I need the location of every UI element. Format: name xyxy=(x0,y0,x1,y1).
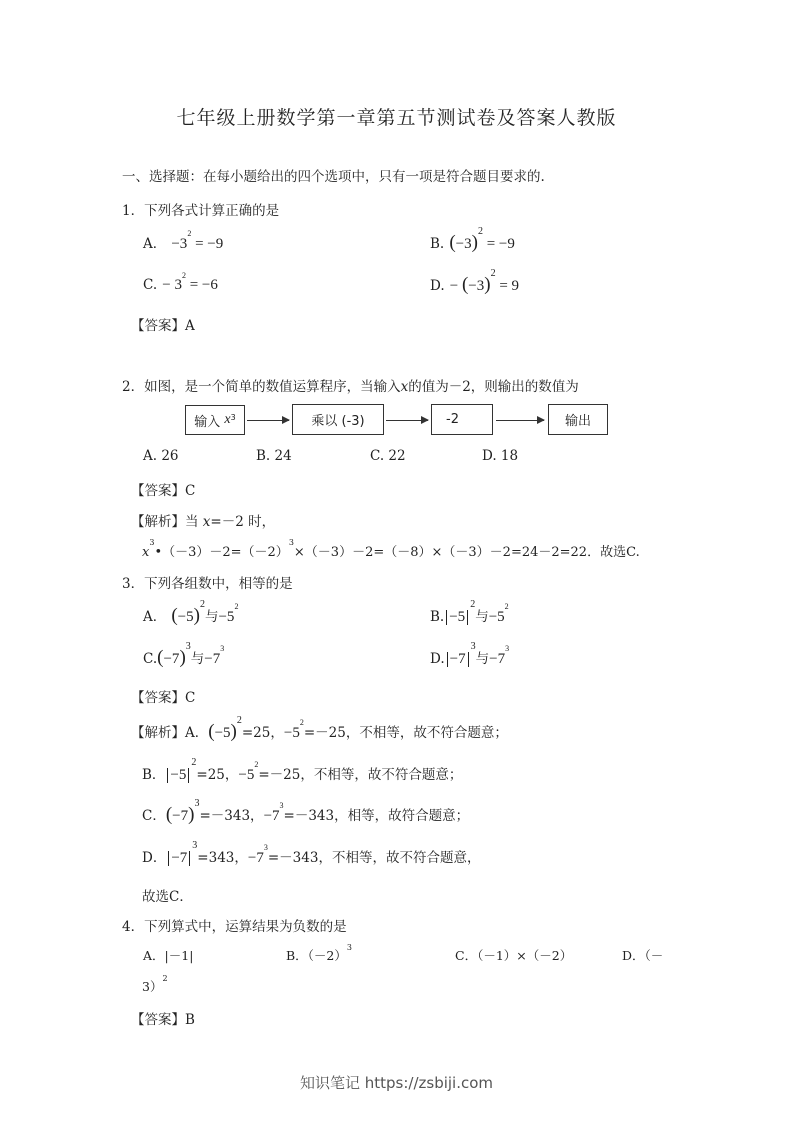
q2-option-d: D. 18 xyxy=(482,448,519,464)
q2-calc-part1: •（－3）－2=（－2） xyxy=(154,545,289,560)
q1-option-b-label: B. xyxy=(430,236,445,252)
q3-analysis-c-tail2: =－343，相等，故符合题意； xyxy=(283,808,470,824)
q2-analysis-variable: x xyxy=(202,514,211,530)
q3-option-b-with: 与 xyxy=(475,609,489,625)
q3-analysis-b: B． $-5^2=25$，$-5^2=-25$，不相等，故不符合题意； xyxy=(142,757,463,783)
q2-stem-part1: 2．如图，是一个简单的数值运算程序，当输入 xyxy=(122,379,401,395)
q3-analysis-c-lead: C． xyxy=(142,808,166,824)
flow-arrow-2 xyxy=(386,420,428,421)
q2-option-c: C. 22 xyxy=(370,448,406,464)
q1-option-c-label: C. xyxy=(143,277,158,293)
q3-option-b: B. $-5^2$与$-5^2$ xyxy=(430,599,509,625)
q1-option-d-label: D. xyxy=(430,278,445,294)
q3-analysis-d-tail: =343， xyxy=(197,850,248,866)
q1-option-b xyxy=(430,226,515,254)
q3-conclusion: 故选C． xyxy=(142,889,193,905)
q3-analysis-d: D． $-7^3=343$，$-7^3=-343$，不相等，故不符合题意， xyxy=(142,840,481,866)
q3-analysis-a-tail: =25， xyxy=(241,725,284,741)
q3-analysis-c-tail: =－343， xyxy=(199,808,264,824)
q2-stem xyxy=(122,375,579,395)
q1-stem: 1．下列各式计算正确的是 xyxy=(122,203,280,219)
q3-option-a: A． $(-5)^2$与$-5^2$ xyxy=(143,599,239,626)
q4-option-b: B．$(-2)^3$ xyxy=(286,943,352,963)
flow-minus-box xyxy=(431,404,493,435)
q4-option-b-text: B．（－2） xyxy=(286,948,347,963)
q2-option-b: B. 24 xyxy=(256,448,292,464)
flow-input-variable: x xyxy=(224,412,231,427)
flow-input-box: 输入 x $^3$ xyxy=(185,405,245,435)
q3-option-d: D. $-7^3$与$-7^3$ xyxy=(430,641,510,667)
q3-analysis-b-lead: B． xyxy=(142,767,166,783)
flow-input-label: 输入 xyxy=(194,414,221,430)
q3-analysis-b-tail2: =－25，不相等，故不符合题意； xyxy=(258,767,463,783)
q2-analysis xyxy=(131,510,275,530)
q3-stem: 3．下列各组数中，相等的是 xyxy=(122,576,293,592)
q3-answer: 【答案】C xyxy=(131,690,196,706)
q3-analysis-a-tail2: =－25，不相等，故不符合题意； xyxy=(303,725,508,741)
q1-option-a xyxy=(143,229,224,253)
flow-arrow-3 xyxy=(496,420,544,421)
q3-analysis-c: C．$(-7)^3=-343$，$-7^3=-343$，相等，故符合题意； xyxy=(142,798,470,825)
q4-option-d-wrap-text: 3） xyxy=(142,979,163,994)
flow-output-box xyxy=(548,404,608,435)
q3-analysis-b-tail: =25， xyxy=(196,767,239,783)
q3-option-c: $C.(-7)^3$与$-7^3$ xyxy=(143,641,225,668)
q1-option-c xyxy=(143,271,218,294)
q2-analysis-part2: =－2 时， xyxy=(210,514,276,530)
q2-stem-variable: x xyxy=(400,379,409,395)
q4-option-a: A．|－1| xyxy=(143,948,194,963)
q3-analysis-d-tail2: =－343，不相等，故不符合题意， xyxy=(267,850,481,866)
q3-analysis-d-lead: D． xyxy=(142,850,167,866)
flow-multiply-label: 乘以 (-3) xyxy=(311,414,365,429)
q2-calc-part2: ×（－3）－2=（－8）×（－3）－2=24－2=22．故选C. xyxy=(293,545,640,560)
q3-option-a-with: 与 xyxy=(204,609,219,625)
footer-watermark: 知识笔记 https://zsbiji.com xyxy=(299,1074,494,1092)
q4-option-d: D．（－ xyxy=(622,948,664,963)
page-title: 七年级上册数学第一章第五节测试卷及答案人教版 xyxy=(176,107,617,129)
flow-minus-label: -2 xyxy=(446,412,459,427)
q3-analysis-lead: 【解析】A． xyxy=(131,725,209,741)
q2-option-a: A. 26 xyxy=(143,448,179,464)
flow-arrow-1 xyxy=(247,420,289,421)
q3-option-d-with: 与 xyxy=(475,651,490,667)
q2-analysis-part1: 【解析】当 xyxy=(131,514,199,530)
q3-analysis-a: 【解析】A．$(-5)^2=25$，$-5^2=-25$，不相等，故不符合题意； xyxy=(131,715,508,742)
q1-answer: 【答案】A xyxy=(131,318,195,334)
q2-calculation: $x^3•(-3)-2=(-2)^3\times(-3)-2=(-8)\times(-3)-2=24-2=22$．故选C. xyxy=(142,538,640,560)
q2-stem-part2: 的值为－2，则输出的数值为 xyxy=(408,379,579,395)
flow-output-label: 输出 xyxy=(564,414,591,429)
section-heading: 一、选择题：在每小题给出的四个选项中，只有一项是符合题目要求的. xyxy=(122,169,545,185)
q1-option-d-math: − $(-3)^2 = 9$ xyxy=(449,268,520,295)
q2-answer: 【答案】C xyxy=(131,483,196,499)
q4-answer: 【答案】B xyxy=(131,1012,195,1028)
q1-option-d xyxy=(430,268,520,296)
q4-stem: 4．下列算式中，运算结果为负数的是 xyxy=(122,919,347,935)
q1-option-b-math: $(-3)^2 = -9$ xyxy=(449,226,515,253)
q4-option-d-wrap: 3）$^2$ xyxy=(142,974,168,994)
q1-option-c-math: − $3^2 = -6$ xyxy=(162,271,218,293)
flow-multiply-box xyxy=(292,404,384,435)
q1-option-a-math: $-3^2 = -9$ xyxy=(171,229,224,252)
q3-option-c-with: 与 xyxy=(190,651,205,667)
q4-option-c: C．（－1）×（－2） xyxy=(455,948,573,963)
q1-option-a-label: A． xyxy=(143,236,167,252)
